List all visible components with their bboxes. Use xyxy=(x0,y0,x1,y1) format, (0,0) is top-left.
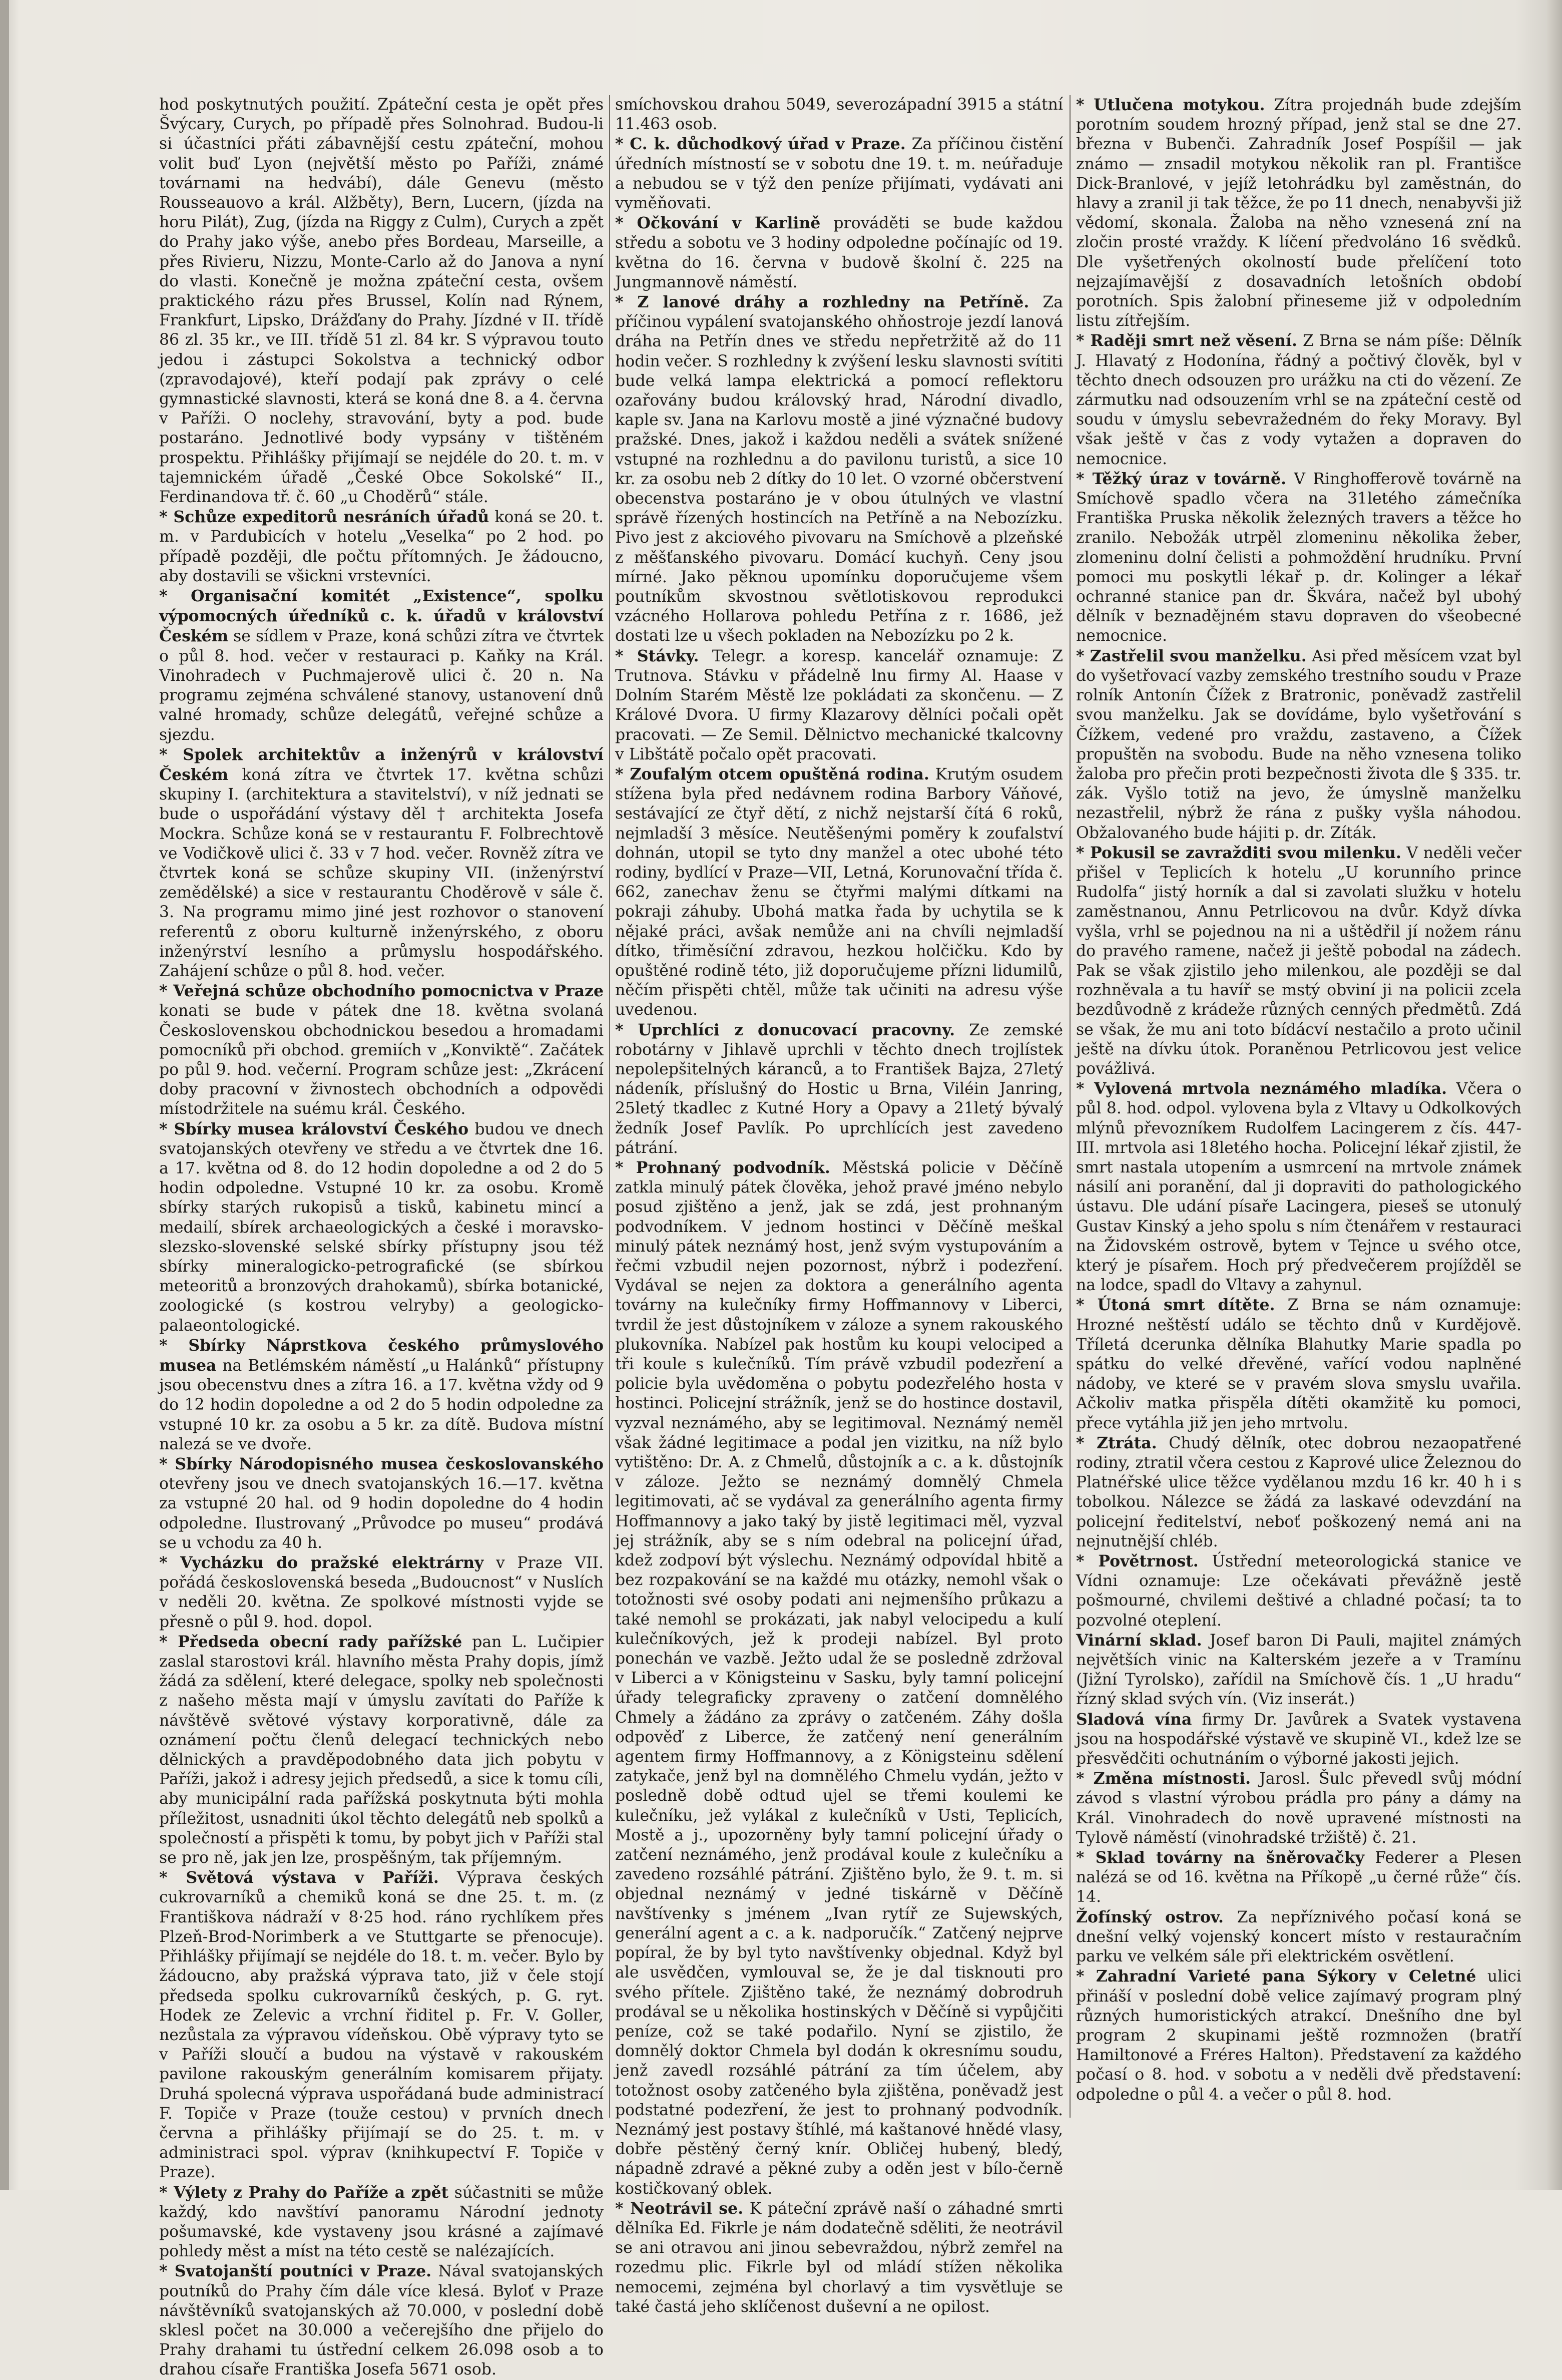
news-item xyxy=(1076,843,1521,1079)
news-item xyxy=(1076,331,1521,469)
news-item-heading: * Organisační komitét „Existence“, spolku výpomocných úředníků c. k. úřadů v království Českém xyxy=(159,587,604,646)
news-item-body: V neděli večer přišel v Teplicích k hotelu „U korunního prince Rudolfa“ jistý horník a dal si zavolati služku v hotelu zaměstnanou, Annu Petrlicovou na dvůr. Když dívka vyšla, vrhl se pojednou na ni a uštědřil jí nožem ránu do pravého ramene, načež ji ještě pobodal na zádech. Pak se však zjistilo jeho milenkou, ale později se dal rozhněvala a tu havíř se mstý obviní ji na policii zcela bezdůvodně z krádeže různých cenných předmětů. Zdá se však, že mu ani toto bídácví nestačilo a proto učinil ještě na dívku útok. Poraněnou Petrlicovou jest velice povážlivá. xyxy=(1076,844,1521,1078)
news-item xyxy=(159,586,604,745)
news-item-body: súčastniti se může každý, kdo navštíví panoramu Národní jednoty pošumavské, kde vystaveny jsou krásné a zajímavé pohledy měst a míst na této cestě se nalézajících. xyxy=(159,2183,604,2261)
news-item-body: Nával svatojanských poutníků do Prahy čím dále více klesá. Byloť v Praze návštěvníků svatojanských až 70.000, v poslední době sklesl počet na 30.000 a večerejšího dne přijelo do Prahy drahami tu ústřední celkem 26.098 osob a to drahou císaře Františka Josefa 5671 osob. xyxy=(159,2262,604,2379)
news-item-heading: * Těžký úraz v továrně. xyxy=(1076,469,1287,488)
news-item xyxy=(159,1553,604,1632)
news-item xyxy=(1076,1551,1521,1631)
news-item-heading: * Spolek architektův a inženýrů v království Českém xyxy=(159,745,604,784)
news-item-heading: * Pokusil se zavražditi svou milenku. xyxy=(1076,843,1401,862)
news-item-body: Za nepříznivého počasí koná se dnešní velký vojenský koncert místo v restauračním parku ve velkém sále při elektrickém osvětlení. xyxy=(1076,1908,1521,1966)
news-item-heading: * Utlučena motykou. xyxy=(1076,96,1265,114)
news-item xyxy=(615,292,1063,646)
news-item-heading: * Sbírky Národopisného musea českoslovanského xyxy=(159,1455,604,1474)
news-item-heading: * Svatojanští poutníci v Praze. xyxy=(159,2262,432,2281)
news-item-body: Josef baron Di Pauli, majitel známých největších vinic na Kalterském jezeře a v Tramínu (Jižní Tyrolsko), zařídil na Smíchově čís. 1 „U hradu“ řízný sklad svých vín. (Viz inserát.) xyxy=(1076,1631,1521,1709)
news-item-body: v Praze VII. pořádá československá beseda „Budoucnost“ v Nuslích v neděli 20. května. Ze spolkové místnosti vyjde se přesně o půl 9. hod. dopol. xyxy=(159,1554,604,1631)
news-item xyxy=(159,95,604,507)
news-item-heading: * Změna místnosti. xyxy=(1076,1769,1251,1788)
news-item-body: koná se 20. t. m. v Pardubicích v hotelu „Veselka“ po 2 hod. po případě později, dle počtu přítomných. Je žádoucno, aby dostavili se všickni vrstevníci. xyxy=(159,508,604,585)
news-item-body: Jarosl. Šulc převedl svůj módní závod s vlastní výrobou prádla pro pány a dámy na Král. Vinohradech do nově upravené místnosti na Tylově náměstí (vinohradské tržiště) č. 21. xyxy=(1076,1770,1522,1847)
news-item-heading: * Stávky. xyxy=(615,646,699,665)
news-item-body: Chudý dělník, otec dobrou nezaopatřené rodiny, ztratil včera cestou z Kaprové ulice Železnou do Platnéřské ulice těžce vydělanou mzdu 16 kr. 40 h i s tobolkou. Nálezce se žádá za laskavé odevzdání na policejní ředitelství, neboť poškozený nemá ani na nejnutnější chléb. xyxy=(1076,1434,1521,1550)
news-item-heading: * Schůze expeditorů nesráních úřadů xyxy=(159,508,489,527)
news-item xyxy=(1076,646,1521,843)
news-item xyxy=(159,1336,604,1454)
news-item-heading: * C. k. důchodkový úřad v Praze. xyxy=(615,135,906,154)
news-item-body: Výprava českých cukrovarníků a chemiků koná se dne 25. t. m. (z Františkova nádraží v 8·25 hod. ráno rychlíkem přes Plzeň-Brod-Norimberk a ve Stuttgarte se přenocuje). Přihlášky přijímají se nejdéle do 18. t. m. večer. Bylo by žádoucno, aby pražská výprava tato, již v čele stojí předseda spolku cukrovarníků českých, p. G. ryt. Hodek ze Zelevic a vrchní řiditel p. Fr. V. Goller, nezůstala za výpravou vídeňskou. Obě výpravy tyto se v Paříži sloučí a budou na výstavě v rakouském pavilone rakouským generálním komisarem přijaty. Druhá spolecná výprava uspořádaná bude administrací F. Topiče v Praze (touže cestou) v prvních dnech června a přihlášky přijímají se do 25. t. m. v administraci spol. výprav (knihkupectví F. Topiče v Praze). xyxy=(159,1869,604,2182)
text-column-3 xyxy=(1076,95,1521,2118)
text-column-2 xyxy=(615,95,1063,2316)
news-item-heading: * Z lanové dráhy a rozhledny na Petříně. xyxy=(615,293,1029,312)
news-item-body: firmy Dr. Javůrek a Svatek vystavena jsou na hospodářské výstavě ve skupině VI., kdež lze se přesvědčiti ochutnáním o výborné jakosti jejich. xyxy=(1076,1710,1521,1768)
news-item-heading: * Neotrávil se. xyxy=(615,2199,744,2218)
news-item xyxy=(615,646,1063,764)
news-item-heading: * Povětrnost. xyxy=(1076,1552,1199,1571)
news-item-heading: Žofínský ostrov. xyxy=(1076,1907,1224,1926)
news-item-body: se sídlem v Praze, koná schůzi zítra ve čtvrtek o půl 8. hod. večer v restauraci p. Kaňky na Král. Vinohradech v Puchmajerově ulici č. 20 n. Na programu zejména schválené stanovy, ustanovení dnů valné hromady, schůze delegátů, veřejné schůze a sjezdu. xyxy=(159,627,604,744)
news-item-body: pan L. Lučipier zaslal starostovi král. hlavního města Prahy dopis, jímž žádá za sdělení, které delegace, spolky neb společnosti z našeho města mají v úmyslu zavítati do Paříže k návštěvě světové výstavy korporativně, dále za oznámení počtu členů delegací technických nebo dělnických a pravděpodobného data jich pobytu v Paříži, jakož i adresy jejich předsedů, a sice k tomu cíli, aby municipální rada pařížská poskytnuta býti mohla příležitost, usnadniti úkol těchto delegátů neb spolků a společností a přispěti k tomu, by pobyt jich v Paříži stal se pro ně, jak jen lze, prospěšným, tak příjemným. xyxy=(159,1633,604,1867)
news-item xyxy=(615,95,1063,134)
news-item-body: na Betlémském náměstí „u Halánků“ přístupny jsou obecenstvu dnes a zítra 16. a 17. května vždy od 9 do 12 hodin dopoledne a od 2 do 5 hodin odpoledne za vstupné 10 kr. za osobu a 5 kr. za dítě. Budova místní nalezá se ve dvoře. xyxy=(159,1357,604,1453)
column-rule xyxy=(609,95,610,2118)
news-item-body: ulici přináší v poslední době velice zajímavý program plný různých humoristických atrakcí. Dnešního dne byl program 2 skupinami ještě rozmnožen (bratří Hamiltonové a Fréres Halton). Představení za každého počasí o 8. hod. v sobotu a v neděli dvě představení: odpoledne o půl 4. a večer o půl 8. hod. xyxy=(1076,1967,1521,2104)
news-item-body: K páteční zprávě naší o záhadné smrti dělníka Ed. Fikrle je nám dodatečně sděliti, že neotrávil se ani otravou ani jinou sebevraždou, nýbrž zemřel na rozedmu plic. Fikrle byl od mládí stížen několika nemocemi, zejména byl chorlavý a tim vysvětluje se také častá jeho sklíčenost duševní a ne opilost. xyxy=(615,2199,1063,2316)
news-item xyxy=(615,1020,1063,1158)
page-right-edge xyxy=(1547,0,1562,2190)
news-item-heading: * Zastřelil svou manželku. xyxy=(1076,646,1307,665)
news-item-body: hod poskytnutých použití. Zpáteční cesta je opět přes Švýcary, Curych, po případě přes Solnohrad. Budou-li si účastníci přáti zábavnější cestu zpáteční, mohou volit buď Lyon (největší město po Paříži, známé továrnami na hedvábí), dále Genevu (město Rousseauovo a král. Alžběty), Bern, Lucern, (jízda na horu Pilát), Zug, (jízda na Riggy z Culm), Curych a zpět do Prahy jako výše, anebo přes Bordeau, Marseille, a přes Rivieru, Nizzu, Monte-Carlo až do Janova a nyní do vlasti. Konečně je možna zpáteční cesta, ovšem praktického rázu přes Brussel, Kolín nad Rýnem, Frankfurt, Lipsko, Drážďany do Prahy. Jízdné v II. třídě 86 zl. 35 kr., ve III. třídě 51 zl. 84 kr. S výpravou touto jedou i zástupci Sokolstva a technický odbor (zpravodajové), kteří podají pak zprávy o celé gymnastické slavnosti, která se koná dne 8. a 4. června v Paříži. O noclehy, stravování, byty a pod. bude postaráno. Jednotlivé body vypsány v tištěném prospektu. Přihlášky přijímají se nejdéle do 20. t. m. v tajemnickém úřadě „České Obce Sokolské“ II., Ferdinandova tř. č. 60 „u Choděrů“ stále. xyxy=(159,96,604,507)
news-item-body: Krutým osudem stížena byla před nedávnem rodina Barbory Váňové, sestávající ze čtyř dětí, z nichž nejstarší čítá 6 roků, nejmladší 3 měsíce. Neutěšenými poměry k zoufalství dohnán, utopil se tyto dny manžel a otec ubohé této rodiny, bydlící v Praze—VII, Letná, Korunovační třída č. 662, zanechav ženu se čtyřmi malými dítkami na pokraji záhuby. Ubohá matka řada by uchytila se k nějaké práci, avšak nemůže ani na chvíli nejmladší dítko, třiměsíční zdravou, hezkou holčičku. Kdo by opuštěné rodině této, již doporučujeme přízni lidumilů, něčím přispěti chtěl, může tak učiniti na adresu výše uvedenou. xyxy=(615,765,1063,1019)
news-item-body: Federer a Plesen nalézá se od 16. května na Příkopě „u černé růže“ čís. 14. xyxy=(1076,1849,1521,1906)
news-item-body: V Ringhofferově továrně na Smíchově spadlo včera na 31letého zámečníka Františka Pruska několik železných travers a těžce ho zranilo. Nebožák utrpěl zlomeninu několika žeber, zlomeninu dolní čelisti a pohmoždění hrudníku. První pomoci mu poskytli lékař p. dr. Kolinger a lékař ochranné stanice pan dr. Škvára, načež byl ubohý dělník v beznadějném stavu dopraven do všeobecné nemocnice. xyxy=(1076,470,1522,645)
news-item xyxy=(159,2261,604,2379)
news-item-heading: * Raději smrt než věsení. xyxy=(1076,331,1298,350)
news-item xyxy=(159,1454,604,1553)
news-item-heading: * Očkování v Karlině xyxy=(615,214,821,233)
news-item xyxy=(615,134,1063,213)
news-item xyxy=(1076,1907,1521,1967)
news-item-heading: Sladová vína xyxy=(1076,1710,1192,1729)
news-item xyxy=(1076,469,1521,646)
news-item xyxy=(159,1632,604,1868)
news-item xyxy=(1076,1710,1521,1769)
news-item-body: smíchovskou drahou 5049, severozápadní 3915 a státní 11.463 osob. xyxy=(615,96,1063,134)
news-item-heading: * Veřejná schůze obchodního pomocnictva v Praze xyxy=(159,982,604,1001)
news-item-body: Za příčinou vypálení svatojanského ohňostroje jezdí lanová dráha na Petřín dnes ve středu nepřetržitě až do 11 hodin večer. S rozhledny k zvýšení lesku slavnosti svítiti bude velká lampa elektrická a pomocí reflektoru ozařovány budou královský hrad, Národní divadlo, kaple sv. Jana na Karlovu mostě a jiné význačné budovy pražské. Dnes, jakož i každou neděli a svátek snížené vstupné na rozhlednu a do pavilonu turistů, a sice 10 kr. za osobu neb 2 dítky do 10 let. O vzorné občerstvení obecenstva postaráno je v obou útulných ve vlastní správě řízených hostincích na Petříně a na Nebozízku. Pivo jest z akciového pivovaru na Smíchově a plzeňské z měšťanského pivovaru. Domácí kuchyň. Ceny jsou mírné. Jako pěknou upomínku doporučujeme všem poutníkům skvostnou světlotiskovou reprodukci vzácného Hollarova pohledu Petřína z r. 1686, jež dostati lze u všech pokladen na Nebozízku po 2 k. xyxy=(615,293,1063,645)
text-column-1 xyxy=(159,95,604,2379)
news-item-heading: * Vylovená mrtvola neznámého mladíka. xyxy=(1076,1079,1447,1098)
news-item-body: Městská policie v Děčíně zatkla minulý pátek člověka, jehož pravé jméno nebylo posud zjištěno a jenž, jak se zdá, jest prohnaným podvodníkem. V jednom hostinci v Děčíně meškal minulý pátek neznámý host, jenž svým vystupováním a řečmi vzbudil nejen pozornost, nýbrž i podezření. Vydával se nejen za doktora a generálního agenta továrny na kulečníky firmy Hoffmannovy v Liberci, tvrdil že jest důstojníkem v záloze a synem rakouského plukovníka. Nabízel pak hostům ku koupi velociped a tři koule s kulečníků. Tím právě vzbudil podezření a policie byla uvědoměna o pobytu podezřelého hosta v hostinci. Policejní strážník, jenž se do hostince dostavil, vyzval neznámého, aby se legitimoval. Neznámý neměl však žádné legitimace a podal jen vizitku, na níž bylo vytištěno: Dr. A. z Chmelů, důstojník a c. a k. důstojník v záloze. Ježto se neznámý domnělý Chmela legitimovati, ač se vydával za generálního agenta firmy Hoffmannovy a jako taký by jistě legitimaci měl, vyzval jej strážník, aby se s ním odebral na policejní úřad, kdež zodpoví být výslechu. Neznámý odpovídal hbitě a bez rozpakování se na každé mu otázky, nemohl však o totožnosti své osoby podati ani nejmenšího průkazu a také nemohl se prokázati, jak nabyl velocipedu a kulí kulečníkových, jež k prodeji nabízel. Byl proto ponechán ve vazbě. Ježto udal že se posledně zdržoval v Liberci a v Königsteinu v Sasku, byly tamní policejní úřady telegraficky zpraveny o zatčení domnělého Chmely a žádáno za zprávy o zatčeném. Záhy došla odpověď z Liberce, že zatčený není generálním agentem firmy Hoffmannovy, a z Königsteinu sdělení zatykače, jenž byl na domnělého Chmelu vydán, ježto v posledně době odtud ujel se třemi koulemi ke kulečníku, jež vylákal z kulečníků v Usti, Teplicích, Mostě a j., upozorněny byly tamní policejní úřady o zatčení neznámého, jenž prodával koule z kulečníku a zavedeno rozsáhlé pátrání. Zjištěno bylo, že 9. t. m. si objednal neznámý v jedné tiskárně v Děčíně navštívenky s jménem „Ivan rytíř ze Sujewských, generální agent a c. a k. nadporučík.“ Zatčený nejprve popíral, že by byl tyto navštívenky objednal. Když byl ale usvědčen, vymlouval se, že je dal tisknouti pro svého přítele. Zjištěno také, že neznámý dobrodruh prodával se u několika hostinských v Děčíně si vypůjčiti peníze, což se také podařilo. Nyní se zjistilo, že domnělý doktor Chmela byl dodán k okresnímu soudu, jenž zavedl rozsáhlé pátrání za tím účelem, aby totožnost osoby zatčeného byla zjištěna, poněvadž jest podstatné podezření, že jest to prohnaný podvodník. Neznámý jest postavy štíhlé, má kaštanové hnědé vlasy, dobře pěstěný černý knír. Obličej hubený, bledý, nápadně zdravé a pěkné zuby a oděn jest v bílo-černě kostičkovaný oblek. xyxy=(615,1158,1063,2198)
news-item xyxy=(1076,1631,1521,1710)
news-item xyxy=(615,1158,1063,2199)
news-item-body: Telegr. a koresp. kancelář oznamuje: Z Trutnova. Stávku v přádelně lnu firmy Al. Haase v Dolním Starém Městě lze pokládati za skončenu. — Z Králové Dvora. U firmy Klazarovy dělníci počali opět pracovati. — Ze Semil. Dělnictvo mechanické tkalcovny v Libštátě počalo opět pracovati. xyxy=(615,647,1063,763)
news-item-body: koná zítra ve čtvrtek 17. května schůzi skupiny I. (architektura a stavitelství), v níž jednati se bude o uspořádání výstavy děl † architekta Josefa Mockra. Schůze koná se v restaurantu F. Folbrechtově ve Vodičkově ulici č. 33 v 7 hod. večer. Rovněž zítra ve čtvrtek koná se schůze skupiny VII. (inženýrství zemědělské) a sice v restaurantu Choděrově v sále č. 3. Na programu mimo jiné jest rozhovor o stanovení referentů z oboru kulturně inženýrského, z oboru inženýrství lesního a průmyslu hospodářského. Zahájení schůze o půl 8. hod. večer. xyxy=(159,765,604,980)
news-item xyxy=(159,745,604,981)
news-item-heading: * Uprchlíci z donucovací pracovny. xyxy=(615,1020,955,1039)
news-item xyxy=(615,764,1063,1020)
news-item xyxy=(1076,1079,1521,1295)
news-item-heading: * Zoufalým otcem opuštěná rodina. xyxy=(615,764,929,783)
news-item-heading: * Výlety z Prahy do Paříže a zpět xyxy=(159,2183,449,2202)
news-item-body: Ústřední meteorologická stanice ve Vídni oznamuje: Lze očekávati převážně jestě pošmourné, chvilemi deštivé a chladné počasí; ta to pozvolné oteplení. xyxy=(1076,1552,1522,1630)
news-item xyxy=(159,2183,604,2262)
news-item xyxy=(159,1868,604,2182)
news-item-heading: * Vycházku do pražské elektrárny xyxy=(159,1553,484,1572)
news-item-heading: * Sklad továrny na šněrovačky xyxy=(1076,1848,1365,1867)
news-item xyxy=(1076,95,1521,331)
news-item-heading: * Ztráta. xyxy=(1076,1433,1157,1452)
news-item xyxy=(615,213,1063,292)
news-item-body: Zítra projednáh bude zdejším porotním soudem hrozný případ, jenž stal se dne 27. března v Bubenči. Zahradník Josef Pospíšil — jak známo — znsadil motykou několik ran pl. Františce Dick-Branlové, v jejíž letohrádku byl zaměstnán, do hlavy a zranil ji tak těžce, že po 11 dnech, nenabyvši již vědomí, skonala. Žaloba na něho vznesená zní na zločin prosté vraždy. K líčení předvoláno 16 svědků. Dle vyšetřených okolností bude přelíčení toto nejzajímavější z dosavadních letošních období porotních. Spis žalobní přineseme již v odpoledním listu zítřejším. xyxy=(1076,96,1521,330)
news-item-body: prováděti se bude každou středu a sobotu ve 3 hodiny odpoledne počínajíc od 19. května do 16. června v budově školní č. 225 na Jungmannově náměstí. xyxy=(615,214,1063,291)
news-item-heading: * Útoná smrt dítěte. xyxy=(1076,1296,1275,1315)
news-item xyxy=(159,1119,604,1336)
column-rule xyxy=(1070,95,1071,2118)
news-item xyxy=(1076,1966,1521,2104)
news-item xyxy=(159,981,604,1119)
news-item xyxy=(159,507,604,586)
news-item xyxy=(615,2199,1063,2317)
news-item xyxy=(1076,1769,1521,1848)
news-item xyxy=(1076,1433,1521,1551)
news-item-heading: * Sbírky Náprstkova českého průmyslového musea xyxy=(159,1336,604,1375)
news-item-body: konati se bude v pátek dne 18. května svolaná Československou obchodnickou besedou a hromadami pomocníků při obchod. gremiích v „Konviktě“. Začátek po půl 9. hod. večerní. Program schůze jest: „Zkrácení doby pracovní v živnostech obchodních a odpovědi místodržitele na suému král. Českého. xyxy=(159,1002,604,1118)
news-item xyxy=(1076,1295,1521,1433)
news-item-body: otevřeny jsou ve dnech svatojanských 16.—17. května za vstupné 20 hal. od 9 hodin dopoledne do 4 hodin odpoledne. Ilustrovaný „Průvodce po museu“ prodává se u vchodu za 40 h. xyxy=(159,1475,604,1552)
news-item-body: budou ve dnech svatojanských otevřeny ve středu a ve čtvrtek dne 16. a 17. května od 8. do 12 hodin dopoledne a od 2 do 5 hodin odpoledne. Vstupné 10 kr. za osobu. Kromě sbírky starých rukopisů a tisků, kabinetu mincí a medailí, sbírek archaeologických a české i moravsko-slezsko-slovenské selské sbírky přístupny jsou též sbírky mineralogicko-petrografické (se sbírkou meteoritů a bronzových drahokamů), sbírka botanické, zoologické (s kostrou velryby) a geologicko-palaeontologické. xyxy=(159,1120,604,1335)
news-item xyxy=(1076,1848,1521,1907)
news-item-body: Z Brna se nám oznamuje: Hrozné neštěstí událo se těchto dnů v Kurdějově. Tříletá dcerunka dělníka Blahutky Marie spadla po spátku do velké dřevěné, vařící vodou naplněné nádoby, ve které se v pravém slova smyslu uvařila. Ačkoliv matka přispěla dítěti okamžitě ku pomoci, přece vytáhla již jen jeho mrtvolu. xyxy=(1076,1296,1521,1432)
news-item-heading: Vinární sklad. xyxy=(1076,1631,1202,1650)
news-item-heading: * Světová výstava v Paříži. xyxy=(159,1868,439,1887)
news-item-body: Ze zemské robotárny v Jihlavě uprchli v těchto dnech trojlístek nepolepšitelných káranců, a to František Bajza, 27letý nádeník, příslušný do Hostic u Brna, Viléin Janring, 25letý tkadlec z Kutné Hory a Opavy a 21letý bývalý žedník Josef Pavlík. Po uprchlících jest zavedeno pátrání. xyxy=(615,1021,1063,1157)
news-item-body: Včera o půl 8. hod. odpol. vylovena byla z Vltavy u Odkolkových mlýnů převozníkem Rudolfem Lacingerem z čís. 447-III. mrtvola asi 18letého hocha. Policejní lékař zjistil, že smrt nastala utopením a usmrcení na mrtvole známek násilí ani poranění, dal ji dopraviti do pathologického ústavu. Dle udání písaře Lacingera, pieseš se utonulý Gustav Kinský a jeho spolu s ním čtenářem v restauraci na Židovském ostrově, bytem v Tejnce u svého otce, který je písařem. Hoch prý předvečerem projížděl se na lodce, spadl do Vltavy a zahynul. xyxy=(1076,1080,1521,1295)
news-item-body: Asi před měsícem vzat byl do vyšetřovací vazby zemského trestního soudu v Praze rolník Antonín Čížek z Bratronic, poněvadž zastřelil svou manželku. Jak se dovídáme, bylo vyšetřování s Čížkem, vedené pro vraždu, zastaveno, a Čížek propuštěn na svobodu. Bude na něho vznesena toliko žaloba pro přečin proti bezpečnosti života dle § 335. tr. zák. Vyšlo totiž na jevo, že úmyslně manželku nezastřelil, nýbrž že rána z pušky vyšla náhodou. Obžalovaného bude hájiti p. dr. Zíták. xyxy=(1076,647,1521,842)
news-item-body: Z Brna se nám píše: Dělník J. Hlavatý z Hodonína, řádný a počtivý člověk, byl v těchto dnech odsouzen pro urážku na cti do vězení. Ze zármutku nad odsouzením vrhl se na zpáteční cestě od soudu v úmyslu sebevražedném do řeky Moravy. Byl však ještě v čas z vody vytažen a dopraven do nemocnice. xyxy=(1076,332,1522,468)
news-item-heading: * Zahradní Varieté pana Sýkory v Celetné xyxy=(1076,1967,1476,1986)
news-item-heading: * Předseda obecní rady pařížské xyxy=(159,1632,462,1651)
news-item-heading: * Prohnaný podvodník. xyxy=(615,1158,830,1177)
news-item-heading: * Sbírky musea království Českého xyxy=(159,1119,469,1138)
page-left-gutter xyxy=(0,0,9,2190)
news-item-body: Za příčinou čistění úředních místností se v sobotu dne 19. t. m. neúřaduje a nebudou se v týž den peníze přijímati, vydávati ani vyměňovati. xyxy=(615,135,1063,213)
